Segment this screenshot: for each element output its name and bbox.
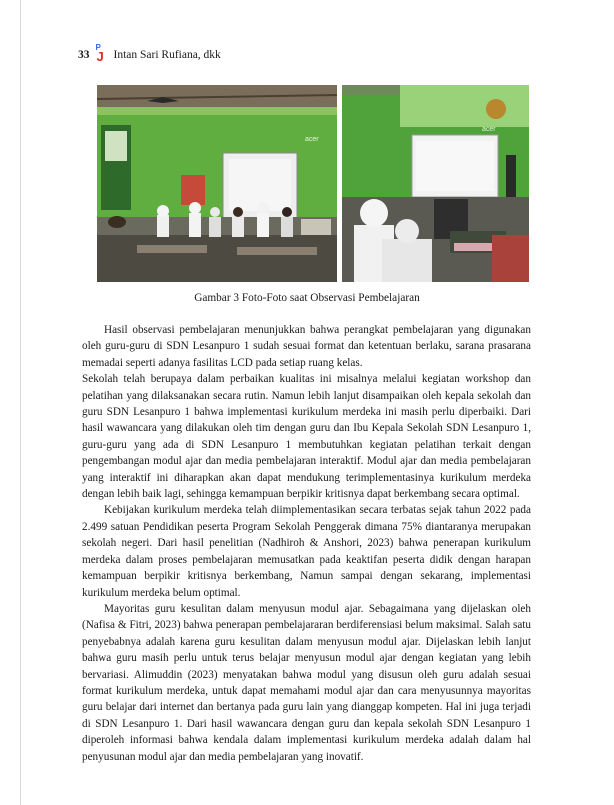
journal-logo: P J [95, 43, 104, 64]
body-text [82, 322, 531, 765]
running-header [78, 44, 221, 66]
classroom-photo-1 [97, 85, 337, 282]
paragraph: Mayoritas guru kesulitan dalam menyusun modul ajar. Sebagaimana yang dijelaskan oleh (Nafisa & Fitri, 2023) bahwa penerapan pembelajararan berdiferensiasi belum maksimal. Salah satu penyebabnya adalah karena guru kesulitan dalam menyusun modul ajar. Dijelaskan lebih lanjut bahwa guru masih perlu untuk terus belajar menyusun modul ajar dengan kegiatan yang lebih bervariasi. Alimuddin (2023) menyatakan bahwa modul yang disusun oleh guru adalah sesuai format kurikulum merdeka, untuk dapat memahami modul ajar dan cara menyusunnya mayoritas guru belajar dari internet dan bertanya pada guru lain yang dianggap kompeten. Hal ini juga terjadi di SDN Lesanpuro 1. Dari hasil wawancara dengan guru dan kepala sekolah SDN Lesanpuro 1 diperoleh informasi bahwa kendala dalam implementasi kurikulum merdeka adalah dalam hal penyusunan modul ajar dan media pembelajaran yang inovatif. [82, 602, 531, 763]
classroom-photo-2 [342, 85, 529, 282]
page-number: 33 [78, 49, 90, 61]
paragraph: Hasil observasi pembelajaran menunjukkan bahwa perangkat pembelajaran yang digunakan oleh guru-guru di SDN Lesanpuro 1 sudah sesuai format dan ketentuan berlaku, sarana prasarana memadai seperti adanya fasilitas LCD pada setiap ruang kelas. [82, 324, 531, 369]
paragraph: Kebijakan kurikulum merdeka telah diimplementasikan secara terbatas sejak tahun 2022 pada 2.499 satuan Pendidikan peserta Program Sekolah Penggerak dimana 75% diantaranya merupakan sekolah negeri. Dari hasil penelitian (Nadhiroh & Anshori, 2023) bahwa penerapan kurikulum merdeka dalam proses pembelajaran memusatkan pada keaktifan peserta didik dengan harapan kemampuan berpikir kritisnya berkembang, Namun sampai dengan sekarang, implementasi kurikulum merdeka belum optimal. [82, 504, 531, 599]
figure-caption: Gambar 3 Foto-Foto saat Observasi Pembelajaran [194, 292, 420, 304]
page-edge-line [20, 0, 21, 805]
paragraph: Sekolah telah berupaya dalam perbaikan kualitas ini misalnya melalui kegiatan workshop dan pelatihan yang dilaksanakan secara rutin. Namun lebih lanjut disampaikan oleh kepala sekolah dan guru SDN Lesanpuro 1 bahwa implementasi kurikulum merdeka ini masih perlu diperbaiki. Dari hasil wawancara yang dilakukan oleh tim dengan guru dan Ibu Kepala Sekolah SDN Lesanpuro 1, guru-guru yang ada di SDN Lesanpuro 1 membutuhkan kegiatan pelatihan terkait dengan pengembangan modul ajar dan media pembelajaran interaktif. Modul ajar dan media pembelajaran yang interaktif ini diharapkan akan dapat mendukung terimplementasinya kurikulum merdeka dengan lebih baik lagi, sehingga kemampuan berpikir kritisnya dapat berkembang secara optimal. [82, 373, 531, 501]
running-title: Intan Sari Rufiana, dkk [113, 49, 221, 61]
photo1-brand-label: acer [305, 136, 319, 143]
photo2-brand-label: acer [482, 126, 496, 133]
